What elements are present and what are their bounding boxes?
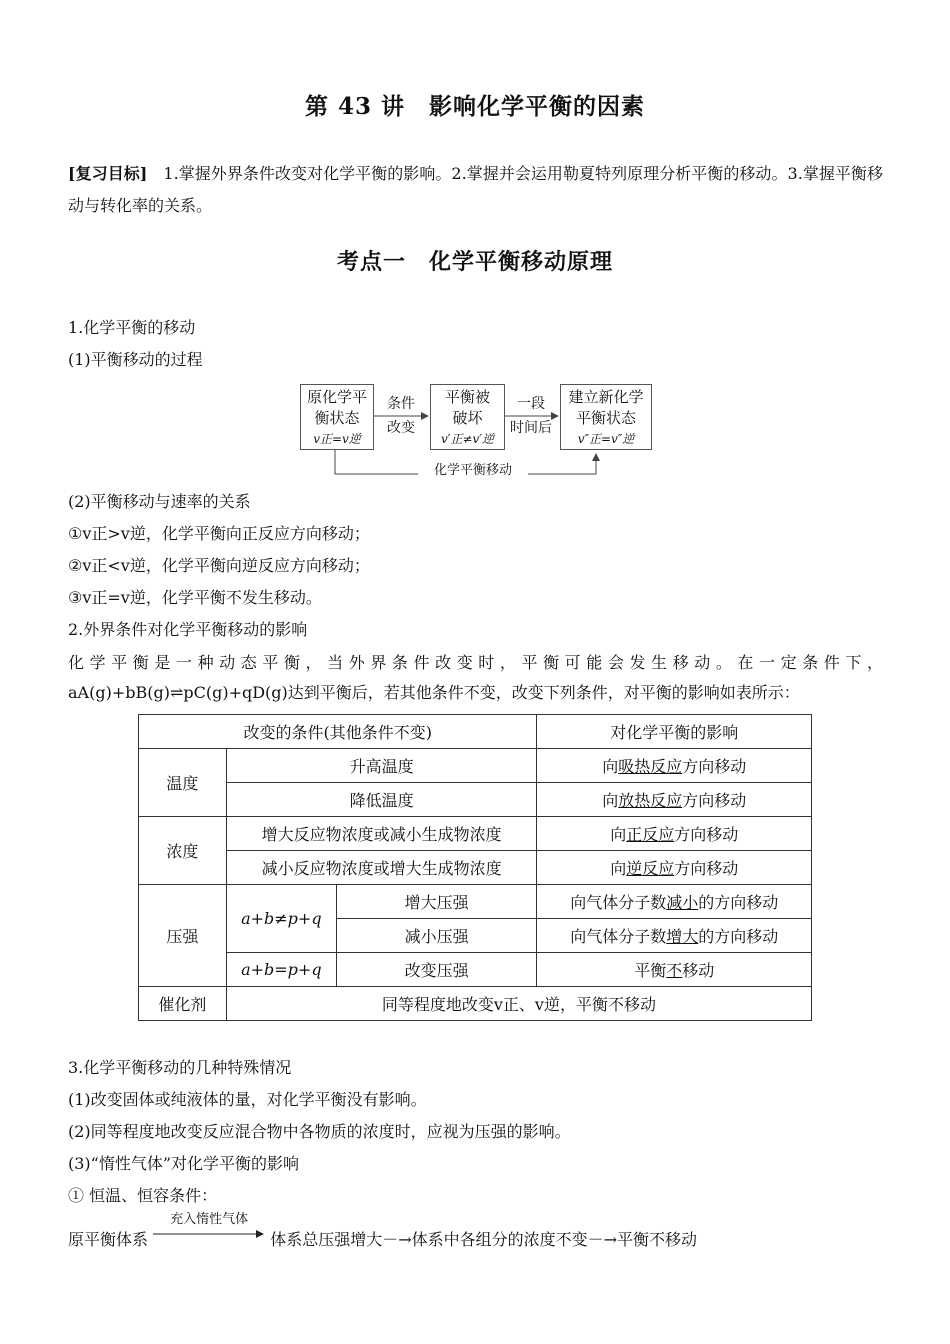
special-case-1: (1)改变固体或纯液体的量，对化学平衡没有影响。: [68, 1090, 427, 1109]
cell-pres-neq: a+b≠p+q: [226, 885, 336, 953]
chain-arrow-label: 充入惰性气体: [170, 1212, 249, 1227]
box3-line2: 平衡状态: [575, 409, 636, 427]
chain-start: 原平衡体系: [68, 1230, 149, 1249]
table-row: [139, 783, 812, 817]
table-header-row: [139, 715, 812, 749]
cell-pres-dec: 减小压强: [336, 919, 537, 953]
header-effect: 对化学平衡的影响: [537, 715, 812, 749]
box2-line2: 破坏: [452, 409, 483, 427]
cell-temp-up: 升高温度: [226, 749, 537, 783]
box1-line2: 衡状态: [314, 409, 360, 427]
conditions-table: [138, 714, 812, 1021]
cell-pres-change: 改变压强: [336, 953, 537, 987]
row-label-pressure: 压强: [139, 885, 227, 987]
arrow2-label-bottom: 时间后: [510, 420, 552, 436]
rate-item-1: ①v正>v逆，化学平衡向正反应方向移动；: [68, 524, 370, 543]
table-row: [139, 749, 812, 783]
subheading-1-1: (1)平衡移动的过程: [68, 350, 203, 369]
cell-pres-change-effect: 平衡不移动: [537, 953, 812, 987]
cell-pres-inc: 增大压强: [336, 885, 537, 919]
special-case-2: (2)同等程度地改变反应混合物中各物质的浓度时，应视为压强的影响。: [68, 1122, 571, 1141]
cell-temp-up-effect: 向吸热反应方向移动: [537, 749, 812, 783]
box2-line3: v′正≠v′逆: [440, 432, 495, 446]
arrow2-label-top: 一段: [517, 396, 545, 412]
intro-paragraph: 化学平衡是一种动态平衡，当外界条件改变时，平衡可能会发生移动。在一定条件下，aA(g)+bB(g)⇌pC(g)+qD(g)达到平衡后，若其他条件不变，改变下列条件，对平衡的影响如表所示：: [68, 653, 883, 702]
table-row: [139, 885, 812, 919]
box-new-equilibrium: [560, 384, 652, 450]
page-title: 第 43 讲 影响化学平衡的因素: [304, 93, 646, 120]
review-label: [复习目标]: [68, 164, 148, 183]
box-equilibrium-broken: [430, 384, 505, 450]
review-goals: [68, 158, 883, 222]
box2-line1: 平衡被: [444, 388, 490, 406]
chain-rest: 体系总压强增大－→体系中各组分的浓度不变－→平衡不移动: [270, 1230, 698, 1249]
equilibrium-shift-diagram: [298, 382, 654, 482]
row-label-concentration: 浓度: [139, 817, 227, 885]
cell-pres-dec-effect: 向气体分子数增大的方向移动: [537, 919, 812, 953]
cell-conc-1-effect: 向正反应方向移动: [537, 817, 812, 851]
arrow2-label: [505, 390, 557, 442]
header-condition: 改变的条件(其他条件不变): [139, 715, 537, 749]
cell-conc-2-effect: 向逆反应方向移动: [537, 851, 812, 885]
section-title: 考点一 化学平衡移动原理: [336, 249, 613, 275]
table-row: [139, 953, 812, 987]
subheading-1-2: (2)平衡移动与速率的关系: [68, 492, 251, 511]
box-original-equilibrium: [300, 384, 374, 450]
rate-item-2: ②v正<v逆，化学平衡向逆反应方向移动；: [68, 556, 370, 575]
table-row: [139, 987, 812, 1021]
box1-line3: v正=v逆: [313, 432, 361, 446]
arrow1-label-bottom: 改变: [387, 420, 415, 436]
row-label-temperature: 温度: [139, 749, 227, 817]
condition-constant-tv: ① 恒温、恒容条件：: [68, 1186, 218, 1205]
row-label-catalyst: 催化剂: [139, 987, 227, 1021]
rate-item-3: ③v正=v逆，化学平衡不发生移动。: [68, 588, 322, 607]
arrow1-label-top: 条件: [387, 396, 415, 412]
chain-arrow: [153, 1212, 265, 1254]
cell-temp-down: 降低温度: [226, 783, 537, 817]
review-text: 1.掌握外界条件改变对化学平衡的影响。2.掌握并会运用勒夏特列原理分析平衡的移动。3.掌握平衡移动与转化率的关系。: [68, 164, 883, 215]
table-row: [139, 851, 812, 885]
inert-gas-chain: [68, 1212, 698, 1256]
heading-3: 3.化学平衡移动的几种特殊情况: [68, 1058, 292, 1077]
box1-line1: 原化学平: [306, 388, 367, 406]
box3-line1: 建立新化学: [568, 388, 644, 406]
bottom-label: 化学平衡移动: [418, 463, 528, 479]
heading-1: 1.化学平衡的移动: [68, 318, 196, 337]
cell-pres-eq: a+b=p+q: [226, 953, 336, 987]
cell-catalyst-effect: 同等程度地改变v正、v逆，平衡不移动: [226, 987, 811, 1021]
table-row: [139, 817, 812, 851]
cell-conc-2: 减小反应物浓度或增大生成物浓度: [226, 851, 537, 885]
cell-pres-inc-effect: 向气体分子数减小的方向移动: [537, 885, 812, 919]
cell-temp-down-effect: 向放热反应方向移动: [537, 783, 812, 817]
arrow1-label: [376, 390, 426, 442]
chain-arrow-line: [153, 1226, 265, 1254]
cell-conc-1: 增大反应物浓度或减小生成物浓度: [226, 817, 537, 851]
heading-2: 2.外界条件对化学平衡移动的影响: [68, 620, 308, 639]
special-case-3: (3)“惰性气体”对化学平衡的影响: [68, 1154, 300, 1173]
box3-line3: v″正=v″逆: [577, 432, 635, 446]
